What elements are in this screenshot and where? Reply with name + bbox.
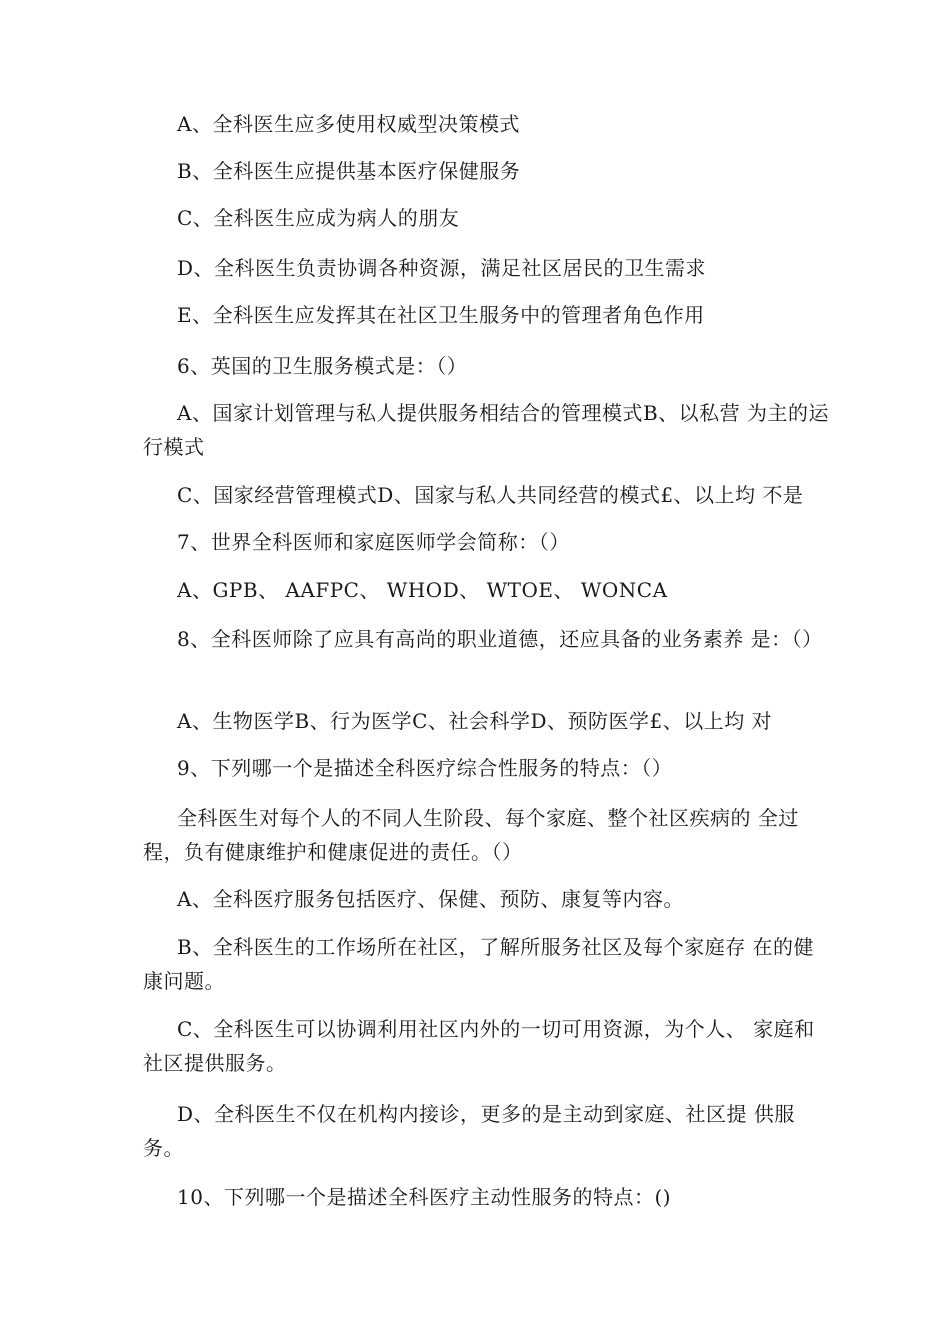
options-6cde: C、国家经营管理模式D、国家与私人共同经营的模式£、以上均 不是	[177, 483, 804, 507]
question-7: 7、世界全科医师和家庭医师学会简称：（）	[177, 530, 570, 554]
option-5d: D、全科医生负责协调各种资源，满足社区居民的卫生需求	[177, 256, 707, 280]
question-10: 10、下列哪一个是描述全科医疗主动性服务的特点：()	[177, 1185, 672, 1209]
option-5a: A、全科医生应多使用权威型决策模式	[177, 112, 520, 136]
statement-9: 全科医生对每个人的不同人生阶段、每个家庭、整个社区疾病的 全过程，负有健康维护和健康促进的责任。（）	[143, 806, 799, 864]
options-6ab: A、国家计划管理与私人提供服务相结合的管理模式B、以私营 为主的运行模式	[143, 401, 829, 459]
question-8: 8、全科医师除了应具有高尚的职业道德，还应具备的业务素养 是：（）	[177, 627, 823, 651]
option-5e: E、全科医生应发挥其在社区卫生服务中的管理者角色作用	[177, 303, 705, 327]
question-9: 9、下列哪一个是描述全科医疗综合性服务的特点：（）	[177, 756, 673, 780]
option-9c: C、全科医生可以协调利用社区内外的一切可用资源，为个人、 家庭和社区提供服务。	[143, 1017, 815, 1075]
question-6: 6、英国的卫生服务模式是：（）	[177, 354, 468, 378]
option-5c: C、全科医生应成为病人的朋友	[177, 206, 460, 230]
option-9a: A、全科医疗服务包括医疗、保健、预防、康复等内容。	[177, 887, 684, 911]
options-7: A、GPB、 AAFPC、 WHOD、 WTOE、 WONCA	[177, 578, 668, 602]
option-5b: B、全科医生应提供基本医疗保健服务	[177, 159, 521, 183]
option-9b: B、全科医生的工作场所在社区，了解所服务社区及每个家庭存 在的健康问题。	[143, 935, 815, 993]
options-8: A、生物医学B、行为医学C、社会科学D、预防医学£、以上均 对	[177, 709, 773, 733]
option-9d: D、全科医生不仅在机构内接诊，更多的是主动到家庭、社区提 供服务。	[143, 1102, 795, 1160]
